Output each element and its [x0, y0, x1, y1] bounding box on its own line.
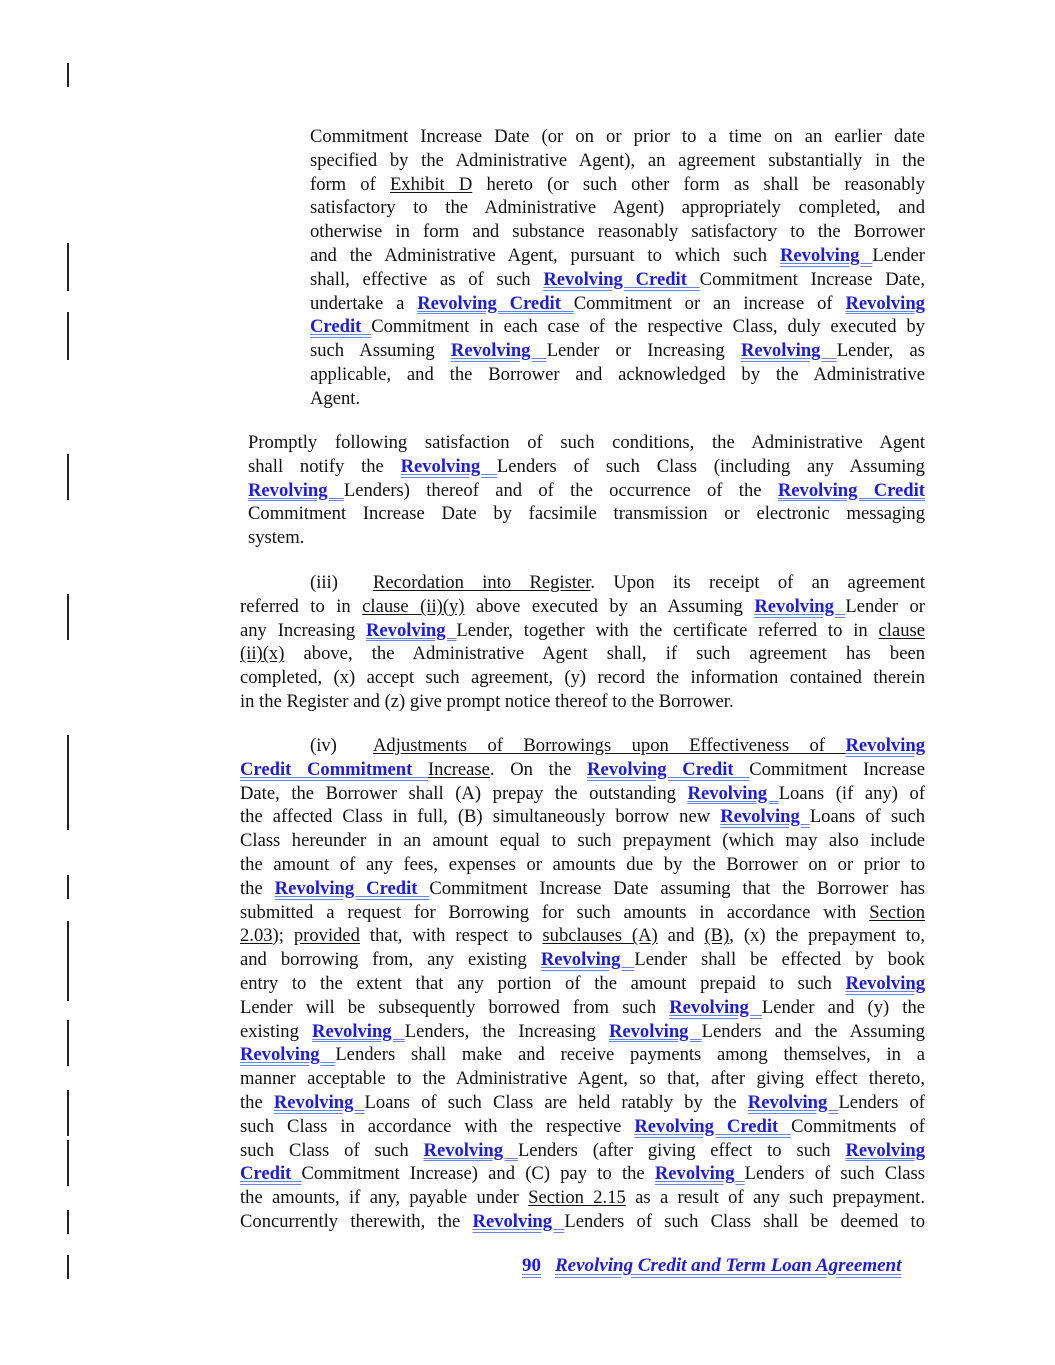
text-run: ); — [272, 925, 294, 947]
text-line — [248, 502, 925, 526]
text-run: any Increasing — [240, 619, 366, 641]
text-run: entry to the extent that any portion of the amount prepaid to such — [240, 972, 846, 994]
change-bar — [67, 1210, 69, 1234]
underlined-reference: Recordation into Register — [373, 572, 591, 593]
text-run: Lender shall be effected by book — [634, 949, 925, 971]
text-line — [240, 595, 925, 619]
page-number: 90 — [522, 1255, 541, 1276]
text-run: , (x) the prepayment to, — [729, 925, 925, 947]
change-bar — [67, 1020, 69, 1066]
inserted-text: Revolving Credit — [543, 268, 700, 290]
text-run: Commitment Increase — [749, 758, 925, 780]
underlined-reference: Adjustments of Borrowings upon Effectiveness of — [373, 735, 846, 756]
underlined-reference: 2.03 — [240, 925, 273, 947]
text-line — [240, 1115, 925, 1139]
inserted-text: Revolving — [472, 1210, 565, 1232]
text-line — [240, 1162, 925, 1186]
underlined-reference: Exhibit D — [389, 173, 473, 195]
text-run: the amounts, if any, payable under — [240, 1187, 529, 1209]
text-line — [240, 571, 925, 595]
text-run: Commitment or an increase of — [573, 292, 846, 314]
text-run: such Class of such — [240, 1139, 424, 1161]
text-line — [248, 431, 925, 455]
inserted-text: Revolving Credit — [417, 292, 574, 314]
text-line — [240, 619, 925, 643]
text-run: manner acceptable to the Administrative Agent, so that, after giving effect thereto, — [240, 1068, 925, 1090]
text-line — [310, 125, 925, 149]
text-run: Loans of such Class are held ratably by the — [364, 1091, 748, 1113]
text-run: Promptly following satisfaction of such conditions, the Administrative Agent — [248, 432, 925, 453]
text-line — [240, 901, 925, 925]
text-line — [248, 526, 925, 550]
text-line — [310, 387, 925, 411]
text-run: Lenders of — [838, 1091, 925, 1113]
change-bar — [67, 735, 69, 830]
text-run: Lender, as — [836, 340, 925, 362]
text-run: Lender and (y) the — [761, 996, 925, 1018]
text-run: such Assuming — [310, 340, 451, 362]
change-bar — [67, 312, 69, 360]
inserted-text: Revolving — [687, 782, 779, 804]
text-run: submitted a request for Borrowing for such amounts in accordance with — [240, 901, 870, 923]
text-run: referred to in — [240, 595, 363, 617]
change-bar — [67, 1255, 69, 1279]
text-run: Commitments of — [791, 1115, 925, 1137]
text-run: Lenders of such Class — [744, 1163, 925, 1185]
underlined-reference: provided — [293, 925, 360, 947]
inserted-text: Revolving — [747, 1091, 839, 1113]
text-line — [240, 734, 925, 758]
inserted-text: Revolving — [845, 972, 925, 994]
inserted-text: Revolving Credit — [587, 758, 750, 780]
text-run: Lender or — [845, 595, 925, 617]
text-run: Lender will be subsequently borrowed from such — [240, 996, 670, 1018]
text-run: as a result of any such prepayment. — [625, 1187, 925, 1209]
text-line — [310, 292, 925, 316]
text-line — [240, 877, 925, 901]
text-run: the — [240, 1091, 274, 1113]
text-line — [240, 1139, 925, 1163]
change-bar — [67, 1140, 69, 1186]
text-run: . On the — [489, 758, 588, 780]
text-run: Lenders and the Assuming — [701, 1020, 925, 1042]
underlined-reference: clause (ii)(y) — [362, 595, 465, 617]
text-run: above, the Administrative Agent shall, if such agreement has been — [284, 643, 925, 665]
text-run: and the Administrative Agent, pursuant to which such — [310, 244, 780, 266]
inserted-text: Revolving — [240, 1044, 336, 1066]
text-run: such Class in accordance with the respective — [240, 1115, 635, 1137]
text-line — [240, 1067, 925, 1091]
text-run: existing — [240, 1020, 313, 1042]
text-line — [240, 948, 925, 972]
text-line — [310, 149, 925, 173]
inserted-text: Credit — [310, 316, 372, 338]
text-line — [310, 315, 925, 339]
text-run: Commitment Increase) and (C) pay to the — [301, 1163, 655, 1185]
text-line — [240, 924, 925, 948]
inserted-text: Revolving — [779, 244, 873, 266]
underlined-reference: Section 2.15 — [528, 1187, 626, 1209]
text-run: Commitment Increase Date assuming that the Borrower has — [429, 877, 925, 899]
text-run: the amount of any fees, expenses or amounts due by the Borrower on or prior to — [240, 853, 925, 875]
text-run: Commitment Increase Date (or on or prior to a time on an earlier date — [310, 126, 925, 147]
inserted-text: Credit — [240, 1163, 302, 1185]
text-line — [248, 479, 925, 503]
text-run: Lenders shall make and receive payments among themselves, in a — [335, 1044, 925, 1066]
inserted-text: Revolving — [248, 479, 344, 501]
underlined-reference: Section — [869, 901, 925, 923]
clause-number: (iii) — [310, 572, 338, 593]
clause-number: (iv) — [310, 735, 337, 756]
text-line — [240, 972, 925, 996]
inserted-text: Revolving — [450, 340, 547, 362]
change-bar — [67, 243, 69, 291]
text-line — [310, 339, 925, 363]
underlined-reference: Increase — [427, 758, 490, 780]
text-line — [310, 363, 925, 387]
text-run: satisfactory to the Administrative Agent) appropriately completed, and — [310, 197, 925, 219]
text-run: Agent. — [310, 387, 361, 409]
text-run: Lenders of such Class shall be deemed to — [564, 1210, 925, 1232]
inserted-text: Revolving — [654, 1163, 745, 1185]
text-line — [240, 1210, 925, 1234]
paragraph-notify-lenders — [248, 431, 925, 550]
text-run: . Upon its receipt of an agreement — [590, 572, 925, 593]
text-run: otherwise in form and substance reasonably satisfactory to the Borrower — [310, 221, 925, 243]
text-run: and borrowing from, any existing — [240, 949, 541, 971]
inserted-text: Revolving — [754, 595, 846, 617]
underlined-reference: clause — [878, 619, 926, 641]
change-bar — [67, 1090, 69, 1136]
text-line — [240, 1020, 925, 1044]
text-line — [240, 666, 925, 690]
inserted-text: Revolving — [273, 1091, 365, 1113]
text-run: undertake a — [310, 292, 418, 314]
underlined-reference: (B) — [704, 925, 730, 947]
change-bar — [67, 454, 69, 500]
text-run: Lender — [872, 244, 925, 266]
text-run: Lenders) thereof and of the occurrence of the — [343, 479, 778, 501]
text-run: Concurrently therewith, the — [240, 1210, 473, 1232]
text-run: applicable, and the Borrower and acknowledged by the Administrative — [310, 363, 925, 385]
paragraph-adjustments-of-borrowings — [240, 734, 925, 1234]
text-run: shall, effective as of such — [310, 268, 544, 290]
text-run: in the Register and (z) give prompt notice thereof to the Borrower. — [240, 690, 734, 712]
inserted-text: Credit Commitment — [240, 758, 428, 780]
document-title: Revolving Credit and Term Loan Agreement — [555, 1255, 902, 1276]
text-run: Commitment Increase Date by facsimile transmission or electronic messaging — [248, 503, 925, 525]
inserted-text: Revolving — [540, 949, 635, 971]
change-bar — [67, 875, 69, 899]
text-run: Lender, together with the certificate referred to in — [456, 619, 879, 641]
text-line — [310, 244, 925, 268]
paragraph-assumption-agreement — [310, 125, 925, 411]
text-run: Loans (if any) of — [778, 782, 926, 804]
text-run: shall notify the — [248, 455, 401, 477]
text-run: Lenders (after giving effect to such — [517, 1139, 846, 1161]
text-run: completed, (x) accept such agreement, (y) record the information contained therein — [240, 667, 925, 689]
underlined-reference: subclauses (A) — [542, 925, 658, 947]
inserted-text: Revolving — [669, 996, 762, 1018]
text-line — [310, 173, 925, 197]
text-line — [240, 1186, 925, 1210]
page-footer — [522, 1255, 901, 1277]
text-run: system. — [248, 527, 305, 549]
text-line — [240, 853, 925, 877]
change-bar — [67, 63, 69, 87]
text-run: Commitment Increase Date, — [699, 268, 925, 290]
text-run: the — [240, 877, 275, 899]
text-run: Lenders, the Increasing — [404, 1020, 609, 1042]
text-run: form of — [310, 173, 390, 195]
text-line — [240, 782, 925, 806]
inserted-text: Revolving — [608, 1020, 702, 1042]
inserted-text: Revolving — [400, 455, 497, 477]
inserted-text: Revolving — [845, 1139, 925, 1161]
text-run: hereto (or such other form as shall be reasonably — [472, 173, 925, 195]
text-line — [240, 758, 925, 782]
inserted-text: Revolving Credit — [777, 479, 925, 501]
text-run: Lender or Increasing — [546, 340, 741, 362]
text-line — [240, 642, 925, 666]
text-line — [310, 220, 925, 244]
text-line — [240, 1091, 925, 1115]
inserted-text: Revolving — [740, 340, 837, 362]
change-bar — [67, 921, 69, 1001]
inserted-text: Revolving Credit — [274, 877, 430, 899]
text-line — [240, 1043, 925, 1067]
inserted-text: Revolving — [845, 735, 925, 756]
text-run: specified by the Administrative Agent), an agreement substantially in the — [310, 149, 925, 171]
text-line — [240, 829, 925, 853]
underlined-reference: (ii)(x) — [240, 643, 285, 665]
text-line — [240, 996, 925, 1020]
inserted-text: Revolving — [366, 619, 457, 641]
text-run: the affected Class in full, (B) simultaneously borrow new — [240, 806, 721, 828]
text-run: Date, the Borrower shall (A) prepay the outstanding — [240, 782, 688, 804]
text-line — [240, 805, 925, 829]
text-run: and — [657, 925, 705, 947]
inserted-text: Revolving — [720, 806, 810, 828]
text-line — [248, 455, 925, 479]
text-line — [240, 690, 925, 714]
text-line — [310, 268, 925, 292]
text-line — [310, 196, 925, 220]
inserted-text: Revolving — [845, 292, 925, 314]
change-bar — [67, 594, 69, 640]
text-run: Commitment in each case of the respective Class, duly executed by — [371, 316, 925, 338]
text-run: Class hereunder in an amount equal to such prepayment (which may also include — [240, 830, 925, 852]
inserted-text: Revolving — [423, 1139, 518, 1161]
text-run: Lenders of such Class (including any Assuming — [496, 455, 925, 477]
inserted-text: Revolving Credit — [634, 1115, 792, 1137]
text-run: that, with respect to — [359, 925, 543, 947]
text-run: Loans of such — [809, 806, 925, 828]
text-run: above executed by an Assuming — [464, 595, 755, 617]
paragraph-recordation-into-register — [240, 571, 925, 714]
inserted-text: Revolving — [312, 1020, 405, 1042]
